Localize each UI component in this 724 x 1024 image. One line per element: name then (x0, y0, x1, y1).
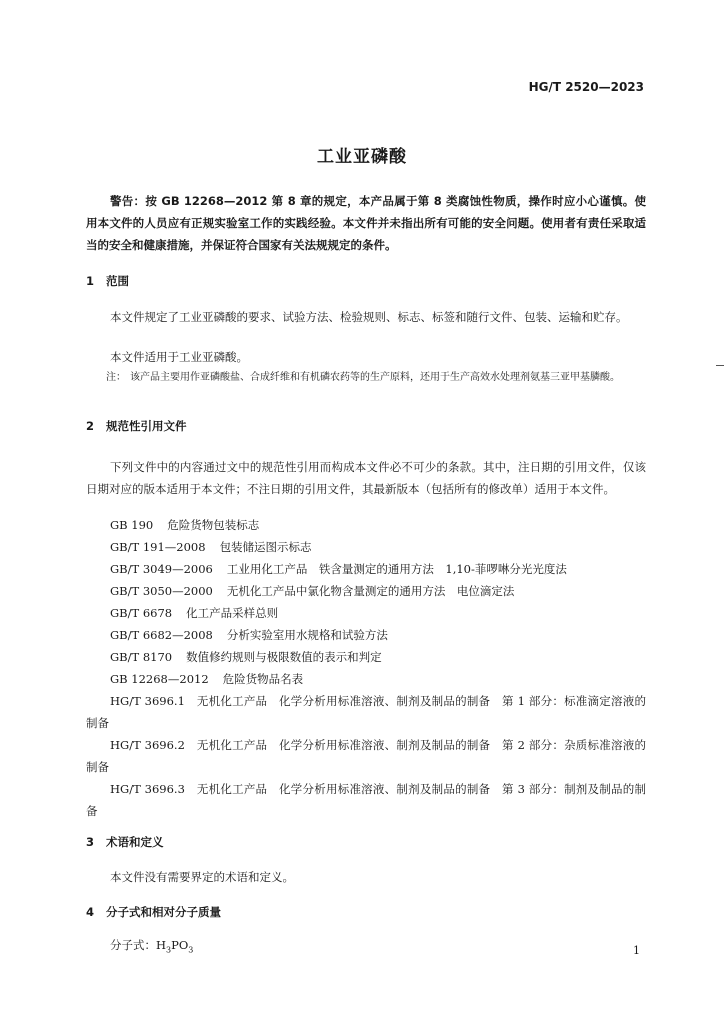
scan-edge-mark (716, 365, 724, 366)
reference-code: GB 12268—2012 (110, 672, 209, 686)
reference-code: GB/T 3050—2000 (110, 584, 213, 598)
page-number: 1 (633, 944, 640, 957)
reference-item (86, 646, 646, 668)
document-title: 工业亚磷酸 (317, 147, 407, 167)
section-number: 2 (86, 419, 95, 433)
scope-applicability: 本文件适用于工业亚磷酸。 (110, 350, 248, 364)
formula-h: H (156, 938, 167, 952)
reference-title: 数值修约规则与极限数值的表示和判定 (186, 650, 382, 664)
reference-title: 无机化工产品中氯化物含量测定的通用方法 电位滴定法 (226, 584, 515, 598)
section-3-heading (86, 834, 164, 850)
section-title: 分子式和相对分子质量 (106, 905, 221, 919)
reference-item-long: HG/T 3696.2 无机化工产品 化学分析用标准溶液、制剂及制品的制备 第 2 部分：杂质标准溶液的制备 (86, 738, 646, 774)
section-number: 4 (86, 905, 95, 919)
reference-item (86, 558, 646, 580)
reference-item (86, 536, 646, 558)
reference-item (86, 602, 646, 624)
reference-item-long: HG/T 3696.1 无机化工产品 化学分析用标准溶液、制剂及制品的制备 第 1 部分：标准滴定溶液的制备 (86, 694, 646, 730)
reference-title: 工业用化工产品 铁含量测定的通用方法 1,10-菲啰啉分光光度法 (226, 562, 567, 576)
reference-code: GB/T 6682—2008 (110, 628, 213, 642)
molecular-formula (110, 934, 193, 961)
reference-title: 分析实验室用水规格和试验方法 (226, 628, 388, 642)
warning-paragraph: 警告：按 GB 12268—2012 第 8 章的规定，本产品属于第 8 类腐蚀性物质，操作时应小心谨慎。使用本文件的人员应有正规实验室工作的实践经验。本文件并未指出所有可能的安全问题。使用者有责任采取适当的安全和健康措施，并保证符合国家有关法规规定的条件。 (86, 194, 646, 252)
reference-title: 危险货物包装标志 (167, 518, 260, 532)
reference-title: 化工产品采样总则 (186, 606, 279, 620)
note-label: 注： (106, 372, 126, 383)
section-title: 术语和定义 (106, 835, 164, 849)
reference-item (86, 668, 646, 690)
section-1-heading (86, 273, 129, 289)
section-2-heading (86, 418, 187, 434)
section-title: 规范性引用文件 (106, 419, 187, 433)
formula-label: 分子式： (110, 938, 156, 952)
references-intro: 下列文件中的内容通过文中的规范性引用而构成本文件必不可少的条款。其中，注日期的引用文件，仅该日期对应的版本适用于本文件；不注日期的引用文件，其最新版本（包括所有的修改单）适用于本文件。 (86, 460, 646, 496)
reference-title: 包装储运图示标志 (219, 540, 312, 554)
reference-code: GB/T 3049—2006 (110, 562, 213, 576)
reference-title: 危险货物品名表 (222, 672, 304, 686)
section-4-heading (86, 904, 221, 920)
reference-code: GB/T 191—2008 (110, 540, 206, 554)
reference-code: GB 190 (110, 518, 154, 532)
reference-item-long: HG/T 3696.3 无机化工产品 化学分析用标准溶液、制剂及制品的制备 第 3 部分：制剂及制品的制备 (86, 782, 646, 818)
reference-item (86, 514, 646, 536)
standard-code: HG/T 2520—2023 (528, 80, 644, 94)
reference-code: GB/T 8170 (110, 650, 173, 664)
formula-po: PO (171, 938, 189, 952)
reference-item (86, 624, 646, 646)
reference-item (86, 580, 646, 602)
note-text: 该产品主要用作亚磷酸盐、合成纤维和有机磷农药等的生产原料，还用于生产高效水处理剂氨基三亚甲基膦酸。 (130, 372, 620, 383)
formula-sub-3: 3 (188, 945, 194, 955)
reference-code: GB/T 6678 (110, 606, 173, 620)
terms-paragraph: 本文件没有需要界定的术语和定义。 (110, 870, 294, 884)
section-number: 1 (86, 274, 95, 288)
formula-sub-3: 3 (166, 945, 172, 955)
scope-paragraph: 本文件规定了工业亚磷酸的要求、试验方法、检验规则、标志、标签和随行文件、包装、运输和贮存。 (110, 310, 628, 324)
section-title: 范围 (106, 274, 129, 288)
section-number: 3 (86, 835, 95, 849)
scope-note (106, 369, 646, 387)
